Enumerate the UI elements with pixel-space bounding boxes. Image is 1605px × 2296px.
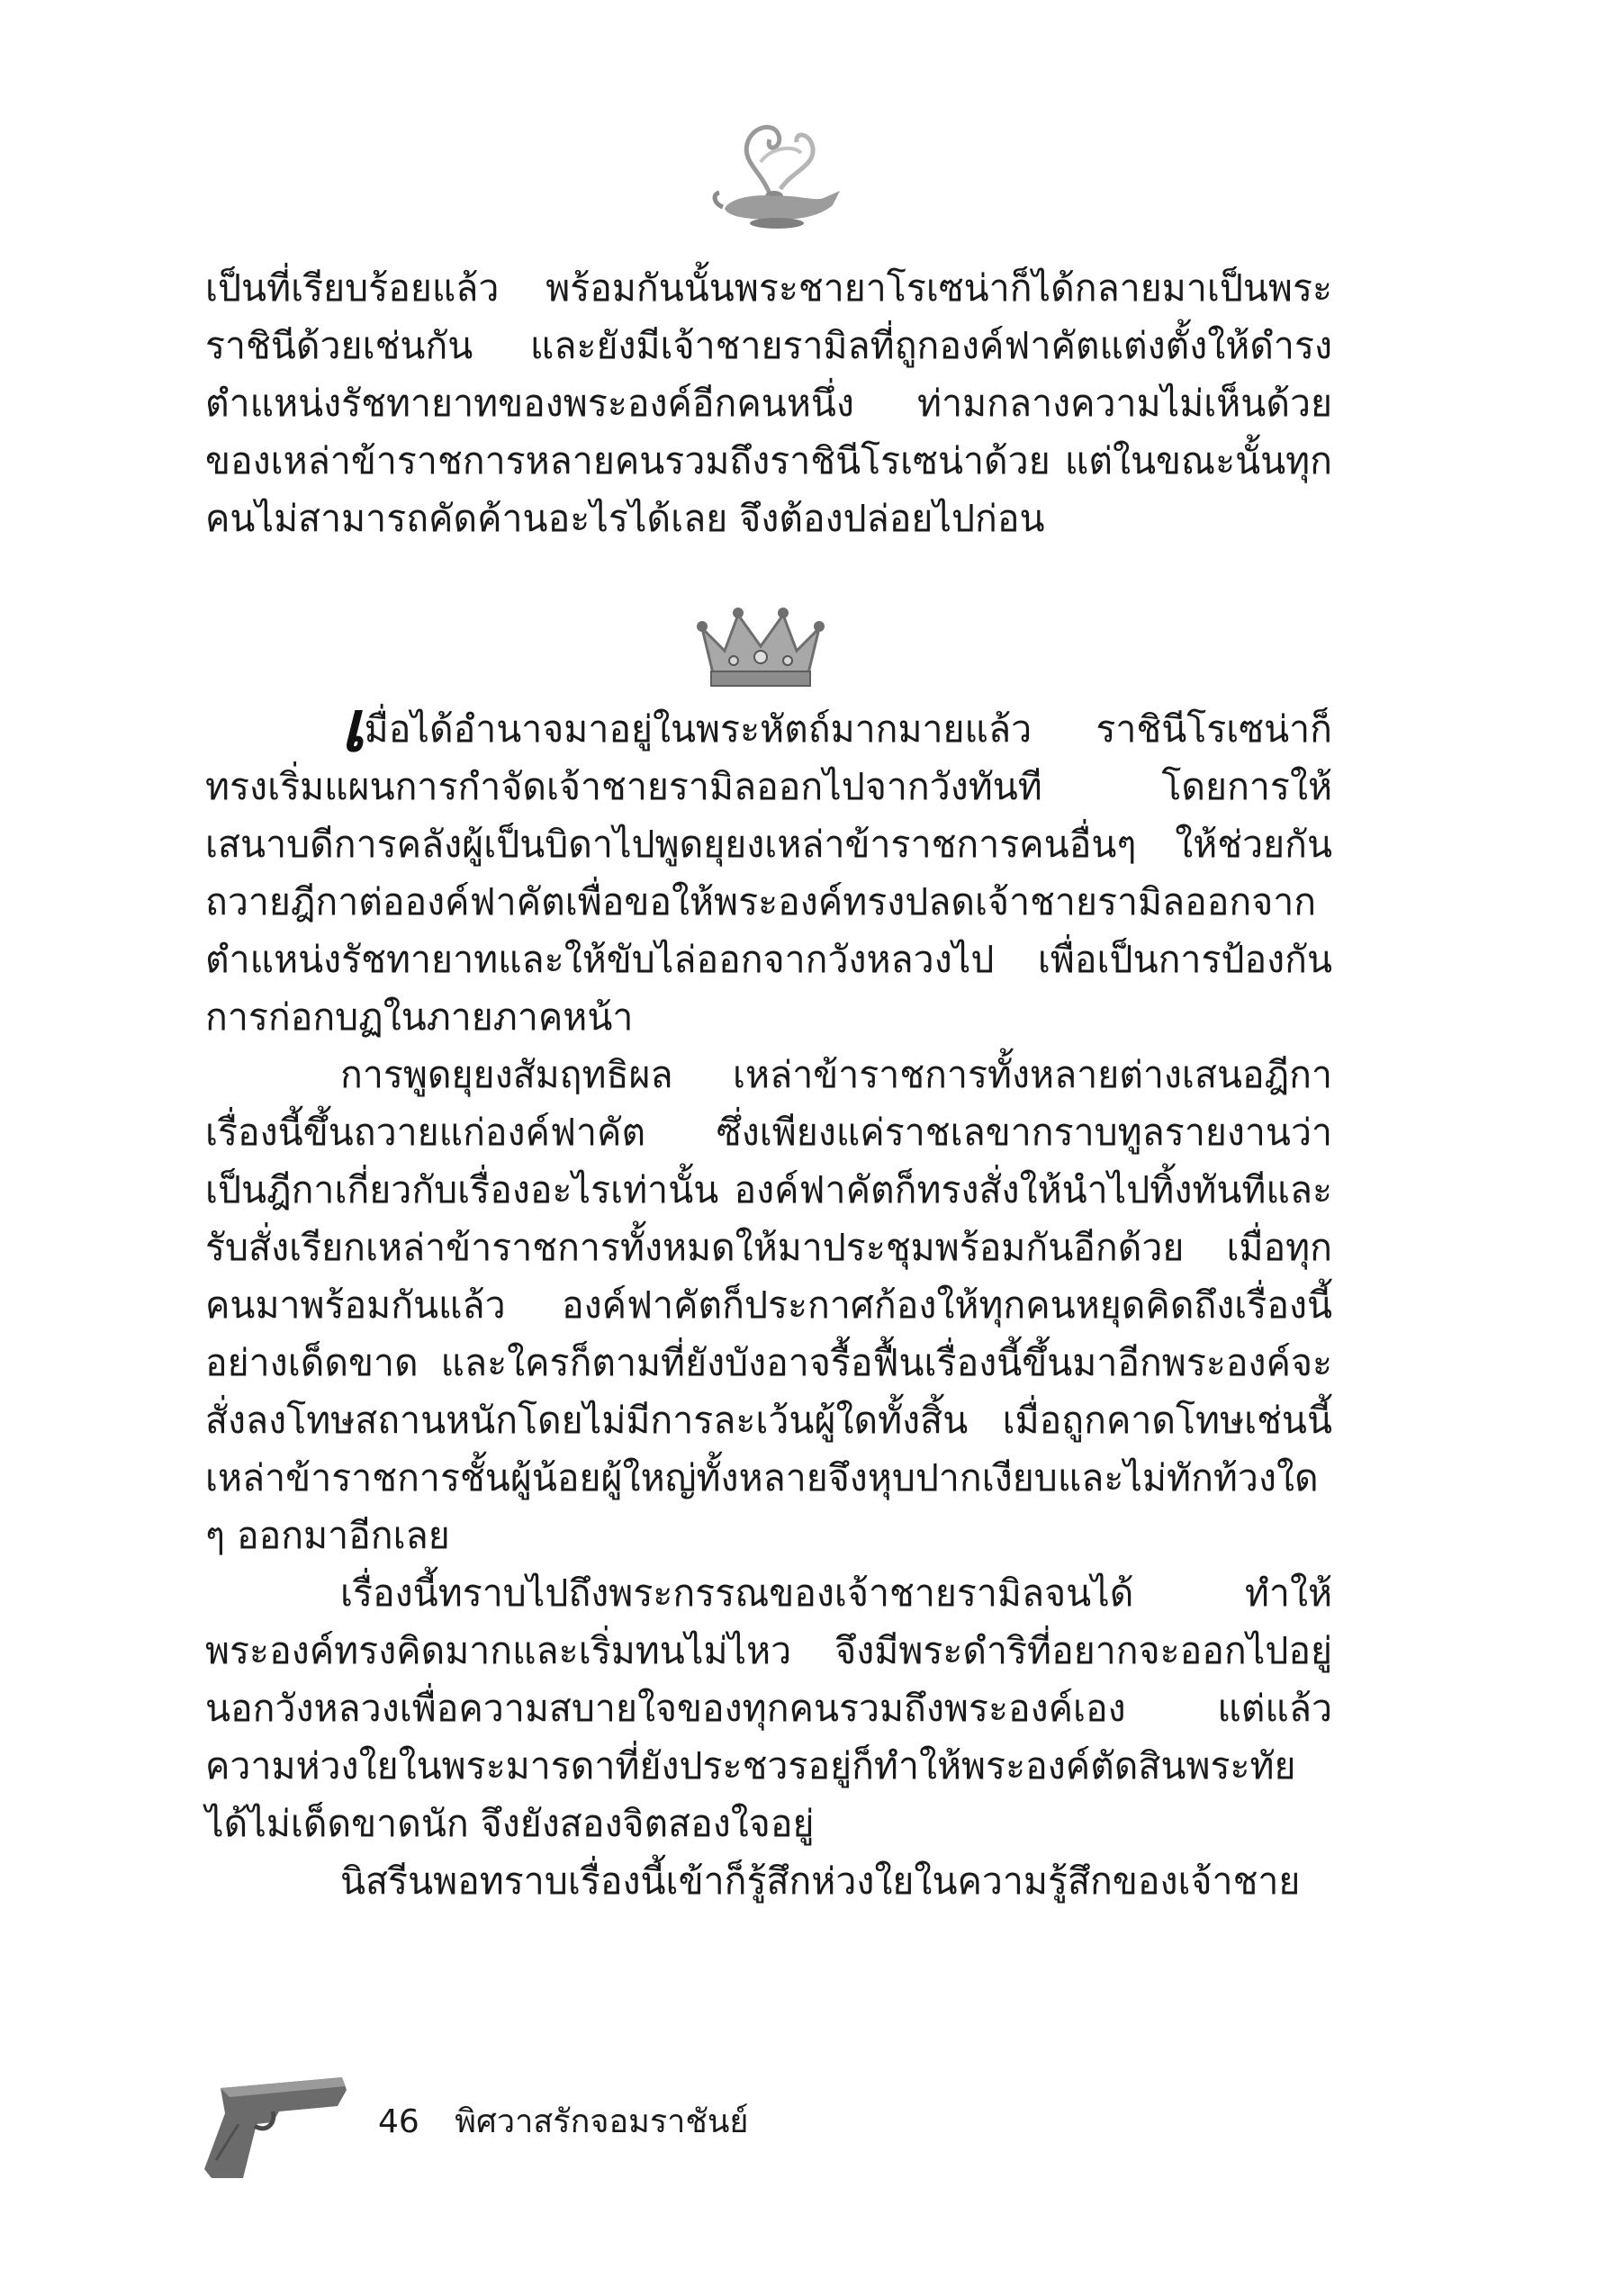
drop-cap: เ bbox=[340, 686, 365, 768]
paragraph-drop-cap bbox=[205, 686, 1332, 1046]
paragraph: เรื่องนี้ทราบไปถึงพระกรรณของเจ้าชายรามิลจนได้ ทำให้พระองค์ทรงคิดมากและเริ่มทนไม่ไหว จึงมีพระดำริที่อยากจะออกไปอยู่นอกวังหลวงเพื่อความสบายใจของทุกคนรวมถึงพระองค์เอง แต่แล้วความห่วงใยในพระมารดาที่ยังประชวรอยู่ก็ทำให้พระองค์ตัดสินพระทัยได้ไม่เด็ดขาดนัก จึงยังสองจิตสองใจอยู่ bbox=[205, 1571, 1332, 1845]
section-two bbox=[205, 686, 1332, 1910]
crown-icon bbox=[693, 601, 828, 691]
paragraph-text: มื่อได้อำนาจมาอยู่ในพระหัตถ์มากมายแล้ว ราชินีโรเซน่าก็ทรงเริ่มแผนการกำจัดเจ้าชายรามิลออกไปจากวังทันที โดยการให้เสนาบดีการคลังผู้เป็นบิดาไปพูดยุยงเหล่าข้าราชการคนอื่นๆ ให้ช่วยกันถวายฎีกาต่อองค์ฟาคัตเพื่อขอให้พระองค์ทรงปลดเจ้าชายรามิลออกจากตำแหน่งรัชทายาทและให้ขับไล่ออกจากวังหลวงไป เพื่อเป็นการป้องกันการก่อกบฏในภายภาคหน้า bbox=[205, 707, 1332, 1039]
paragraph: การพูดยุยงสัมฤทธิผล เหล่าข้าราชการทั้งหลายต่างเสนอฎีกาเรื่องนี้ขึ้นถวายแก่องค์ฟาคัต ซึ่งเพียงแค่ราชเลขากราบทูลรายงานว่าเป็นฎีกาเกี่ยวกับเรื่องอะไรเท่านั้น องค์ฟาคัตก็ทรงสั่งให้นำไปทิ้งทันทีและรับสั่งเรียกเหล่าข้าราชการทั้งหมดให้มาประชุมพร้อมกันอีกด้วย เมื่อทุกคนมาพร้อมกันแล้ว องค์ฟาคัตก็ประกาศก้องให้ทุกคนหยุดคิดถึงเรื่องนี้อย่างเด็ดขาด และใครก็ตามที่ยังบังอาจรื้อฟื้นเรื่องนี้ขึ้นมาอีกพระองค์จะสั่งลงโทษสถานหนักโดยไม่มีการละเว้นผู้ใดทั้งสิ้น เมื่อถูกคาดโทษเช่นนี้เหล่าข้าราชการชั้นผู้น้อยผู้ใหญ่ทั้งหลายจึงหุบปากเงียบและไม่ทักท้วงใด ๆ ออกมาอีกเลย bbox=[205, 1053, 1332, 1557]
magic-lamp-icon bbox=[707, 108, 846, 234]
section-one bbox=[205, 259, 1332, 547]
page-number: 46 bbox=[378, 2103, 419, 2140]
book-title: พิศวาสรักจอมราชันย์ bbox=[455, 2103, 749, 2140]
pistol-icon bbox=[194, 2070, 351, 2183]
paragraph: นิสรีนพอทราบเรื่องนี้เข้าก็รู้สึกห่วงใยในความรู้สึกของเจ้าชาย bbox=[340, 1859, 1301, 1903]
paragraph: เป็นที่เรียบร้อยแล้ว พร้อมกันนั้นพระชายาโรเซน่าก็ได้กลายมาเป็นพระราชินีด้วยเช่นกัน และยังมีเจ้าชายรามิลที่ถูกองค์ฟาคัตแต่งตั้งให้ดำรงตำแหน่งรัชทายาทของพระองค์อีกคนหนึ่ง ท่ามกลางความไม่เห็นด้วยของเหล่าข้าราชการหลายคนรวมถึงราชินีโรเซน่าด้วย แต่ในขณะนั้นทุกคนไม่สามารถคัดค้านอะไรได้เลย จึงต้องปล่อยไปก่อน bbox=[205, 266, 1332, 540]
page-footer bbox=[378, 2095, 749, 2147]
